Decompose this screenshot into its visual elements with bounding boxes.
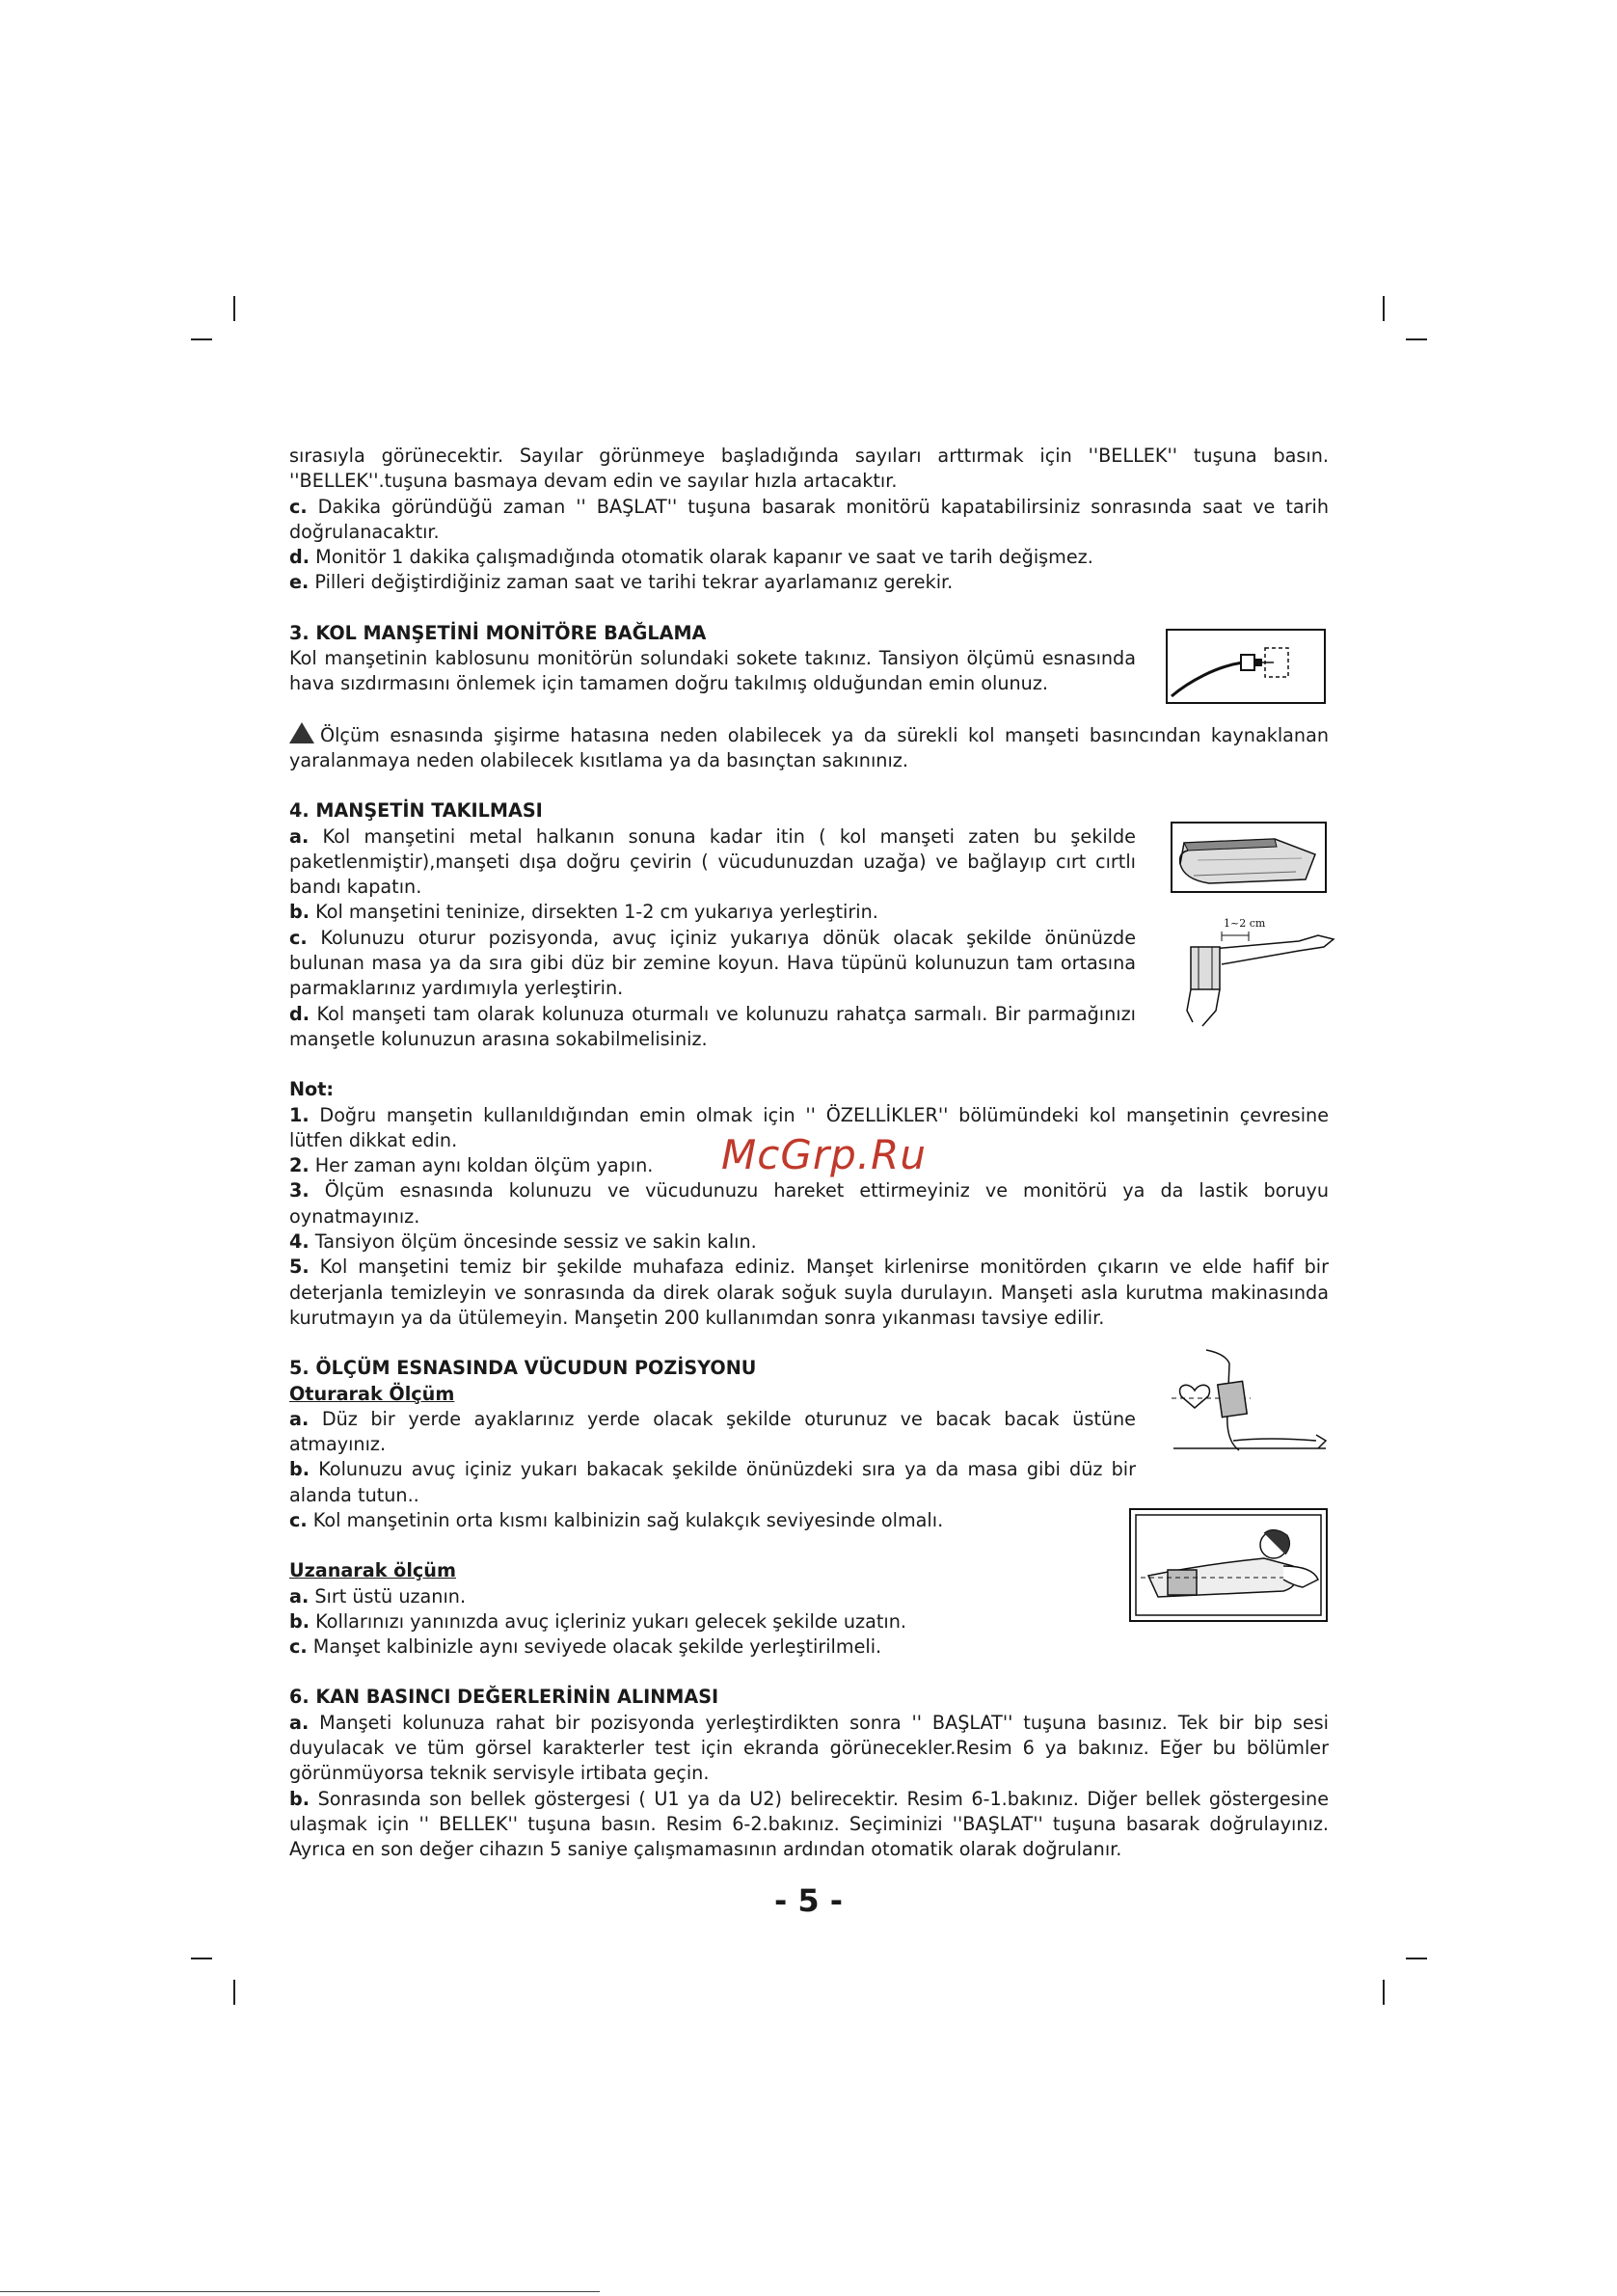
section4-item-c: c. Kolunuzu oturur pozisyonda, avuç içiniz yukarıya dönük olacak şekilde önünüzde bulunan masa ya da sıra gibi düz bir zemine koyun. Hava tüpünü kolunuzun tam ortasına parmaklarınız yardımıyla yerleştirin. bbox=[289, 926, 1136, 1000]
intro-item-d: d. Monitör 1 dakika çalışmadığında otomatik olarak kapanır ve saat ve tarih değişmez. bbox=[289, 546, 1093, 569]
crop-mark bbox=[1383, 1980, 1385, 2005]
section6-item-b: b. Sonrasında son bellek göstergesi ( U1 ya da U2) belirecektir. Resim 6-1.bakınız. Diğer bellek göstergesine ulaşmak için '' BELLEK'' tuşuna basın. Resim 6-2.bakınız. Seçiminizi ''BAŞLAT'' tuşuna basarak doğrulayınız. Ayrıca en son değer cihazın 5 saniye çalışmamasının ardından otomatik olarak doğrulanır. bbox=[289, 1787, 1329, 1861]
section4-item-a: a. Kol manşetini metal halkanın sonuna kadar itin ( kol manşeti zaten bu şekilde paketlenmiştir),manşeti dışa doğru çevirin ( vücudunuzdan uzağa) ve bağlayıp cırt cırtlı bandı kapatın. bbox=[289, 824, 1136, 899]
warning-icon bbox=[289, 722, 314, 743]
section3-warning: Ölçüm esnasında şişirme hatasına neden olabilecek ya da sürekli kol manşeti basıncından kaynaklanan yaralanmaya neden olabilecek kısıtlama ya da basınçtan sakınınız. bbox=[289, 723, 1329, 771]
section6-heading: 6. KAN BASINCI DEĞERLERİNİN ALINMASI bbox=[289, 1686, 719, 1709]
note-item: 1. Doğru manşetin kullanıldığından emin olmak için '' ÖZELLİKLER'' bölümündeki kol manşetinin çevresine lütfen dikkat edin. bbox=[289, 1103, 1329, 1151]
section3-body: Kol manşetinin kablosunu monitörün solundaki sokete takınız. Tansiyon ölçümü esnasında hava sızdırmasını önlemek için tamamen doğru takılmış olduğundan emin olunuz. bbox=[289, 647, 1136, 695]
lying-title: Uzanarak ölçüm bbox=[289, 1559, 456, 1582]
crop-mark bbox=[191, 338, 212, 340]
section3-heading: 3. KOL MANŞETİNİ MONİTÖRE BAĞLAMA bbox=[289, 621, 707, 644]
crop-mark bbox=[1383, 296, 1385, 321]
sitting-item-b: b. Kolunuzu avuç içiniz yukarı bakacak şekilde önünüzdeki sıra ya da masa gibi düz bir alanda tutun.. bbox=[289, 1458, 1136, 1506]
note-item: 3. Ölçüm esnasında kolunuzu ve vücudunuzu hareket ettirmeyiniz ve monitörü ya da lastik boruyu oynatmayınız. bbox=[289, 1179, 1329, 1228]
lying-item-c: c. Manşet kalbinizle aynı seviyede olacak şekilde yerleştirilmeli. bbox=[289, 1635, 882, 1659]
distance-label: 1~2 cm bbox=[1224, 917, 1266, 930]
sitting-figure bbox=[1172, 1344, 1328, 1466]
section6-item-a: a. Manşeti kolunuza rahat bir pozisyonda yerleştirdikten sonra '' BAŞLAT'' tuşuna basınız. Tek bir bip sesi duyulacak ve tüm görsel karakterler test için ekranda görünecekler.Resim 6 ya bakınız. Eğer bu bölümler görünmüyorsa teknik servisyle irtibata geçin. bbox=[289, 1711, 1329, 1785]
crop-mark bbox=[191, 1958, 212, 1959]
intro-paragraph: sırasıyla görünecektir. Sayılar görünmeye başladığında sayıları arttırmak için ''BELLEK'' tuşuna basın. ''BELLEK''.tuşuna basmaya devam edin ve sayılar hızla artacaktır. bbox=[289, 445, 1329, 493]
sitting-title: Oturarak Ölçüm bbox=[289, 1382, 455, 1405]
sitting-item-a: a. Düz bir yerde ayaklarınız yerde olacak şekilde oturunuz ve bacak bacak üstüne atmayınız. bbox=[289, 1407, 1136, 1456]
cuff-connector-figure bbox=[1166, 629, 1326, 704]
cuff-figure bbox=[1171, 822, 1327, 893]
notes-heading: Not: bbox=[289, 1078, 335, 1101]
section4-item-d: d. Kol manşeti tam olarak kolunuza oturmalı ve kolunuzu rahatça sarmalı. Bir parmağınızı manşetle kolunuzun arasına sokabilmelisiniz. bbox=[289, 1002, 1136, 1050]
section5-heading: 5. ÖLÇÜM ESNASINDA VÜCUDUN POZİSYONU bbox=[289, 1357, 757, 1380]
bottom-rule bbox=[0, 2291, 600, 2292]
lying-item-a: a. Sırt üstü uzanın. bbox=[289, 1584, 467, 1607]
crop-mark bbox=[233, 1980, 235, 2005]
section4-item-b: b. Kol manşetini teninize, dirsekten 1-2 cm yukarıya yerleştirin. bbox=[289, 901, 878, 924]
page-number: - 5 - bbox=[773, 1882, 844, 1919]
note-item: 2. Her zaman aynı koldan ölçüm yapın. bbox=[289, 1154, 654, 1177]
lying-item-b: b. Kollarınızı yanınızda avuç içleriniz yukarı gelecek şekilde uzatın. bbox=[289, 1609, 906, 1633]
note-item: 4. Tansiyon ölçüm öncesinde sessiz ve sakin kalın. bbox=[289, 1230, 757, 1254]
arm-cuff-figure bbox=[1183, 914, 1335, 1028]
crop-mark bbox=[233, 296, 235, 321]
lying-figure bbox=[1129, 1508, 1328, 1622]
crop-mark bbox=[1406, 1958, 1427, 1959]
section4-heading: 4. MANŞETİN TAKILMASI bbox=[289, 799, 543, 823]
watermark: McGrp.Ru bbox=[721, 1131, 927, 1178]
intro-item-c: c. Dakika göründüğü zaman '' BAŞLAT'' tuşuna basarak monitörü kapatabilirsiniz sonrasında saat ve tarih doğrulanacaktır. bbox=[289, 495, 1329, 543]
note-item: 5. Kol manşetini temiz bir şekilde muhafaza ediniz. Manşet kirlenirse monitörden çıkarın ve elde hafif bir deterjanla temizleyin ve sonrasında da direk olarak soğuk suyla durulayın. Manşeti asla kurutma makinasında kurutmayın ya da ütülemeyin. Manşetin 200 kullanımdan sonra yıkanması tavsiye edilir. bbox=[289, 1256, 1329, 1329]
crop-mark bbox=[1406, 338, 1427, 340]
sitting-item-c: c. Kol manşetinin orta kısmı kalbinizin sağ kulakçık seviyesinde olmalı. bbox=[289, 1508, 944, 1531]
intro-item-e: e. Pilleri değiştirdiğiniz zaman saat ve tarihi tekrar ayarlamanız gerekir. bbox=[289, 571, 954, 594]
